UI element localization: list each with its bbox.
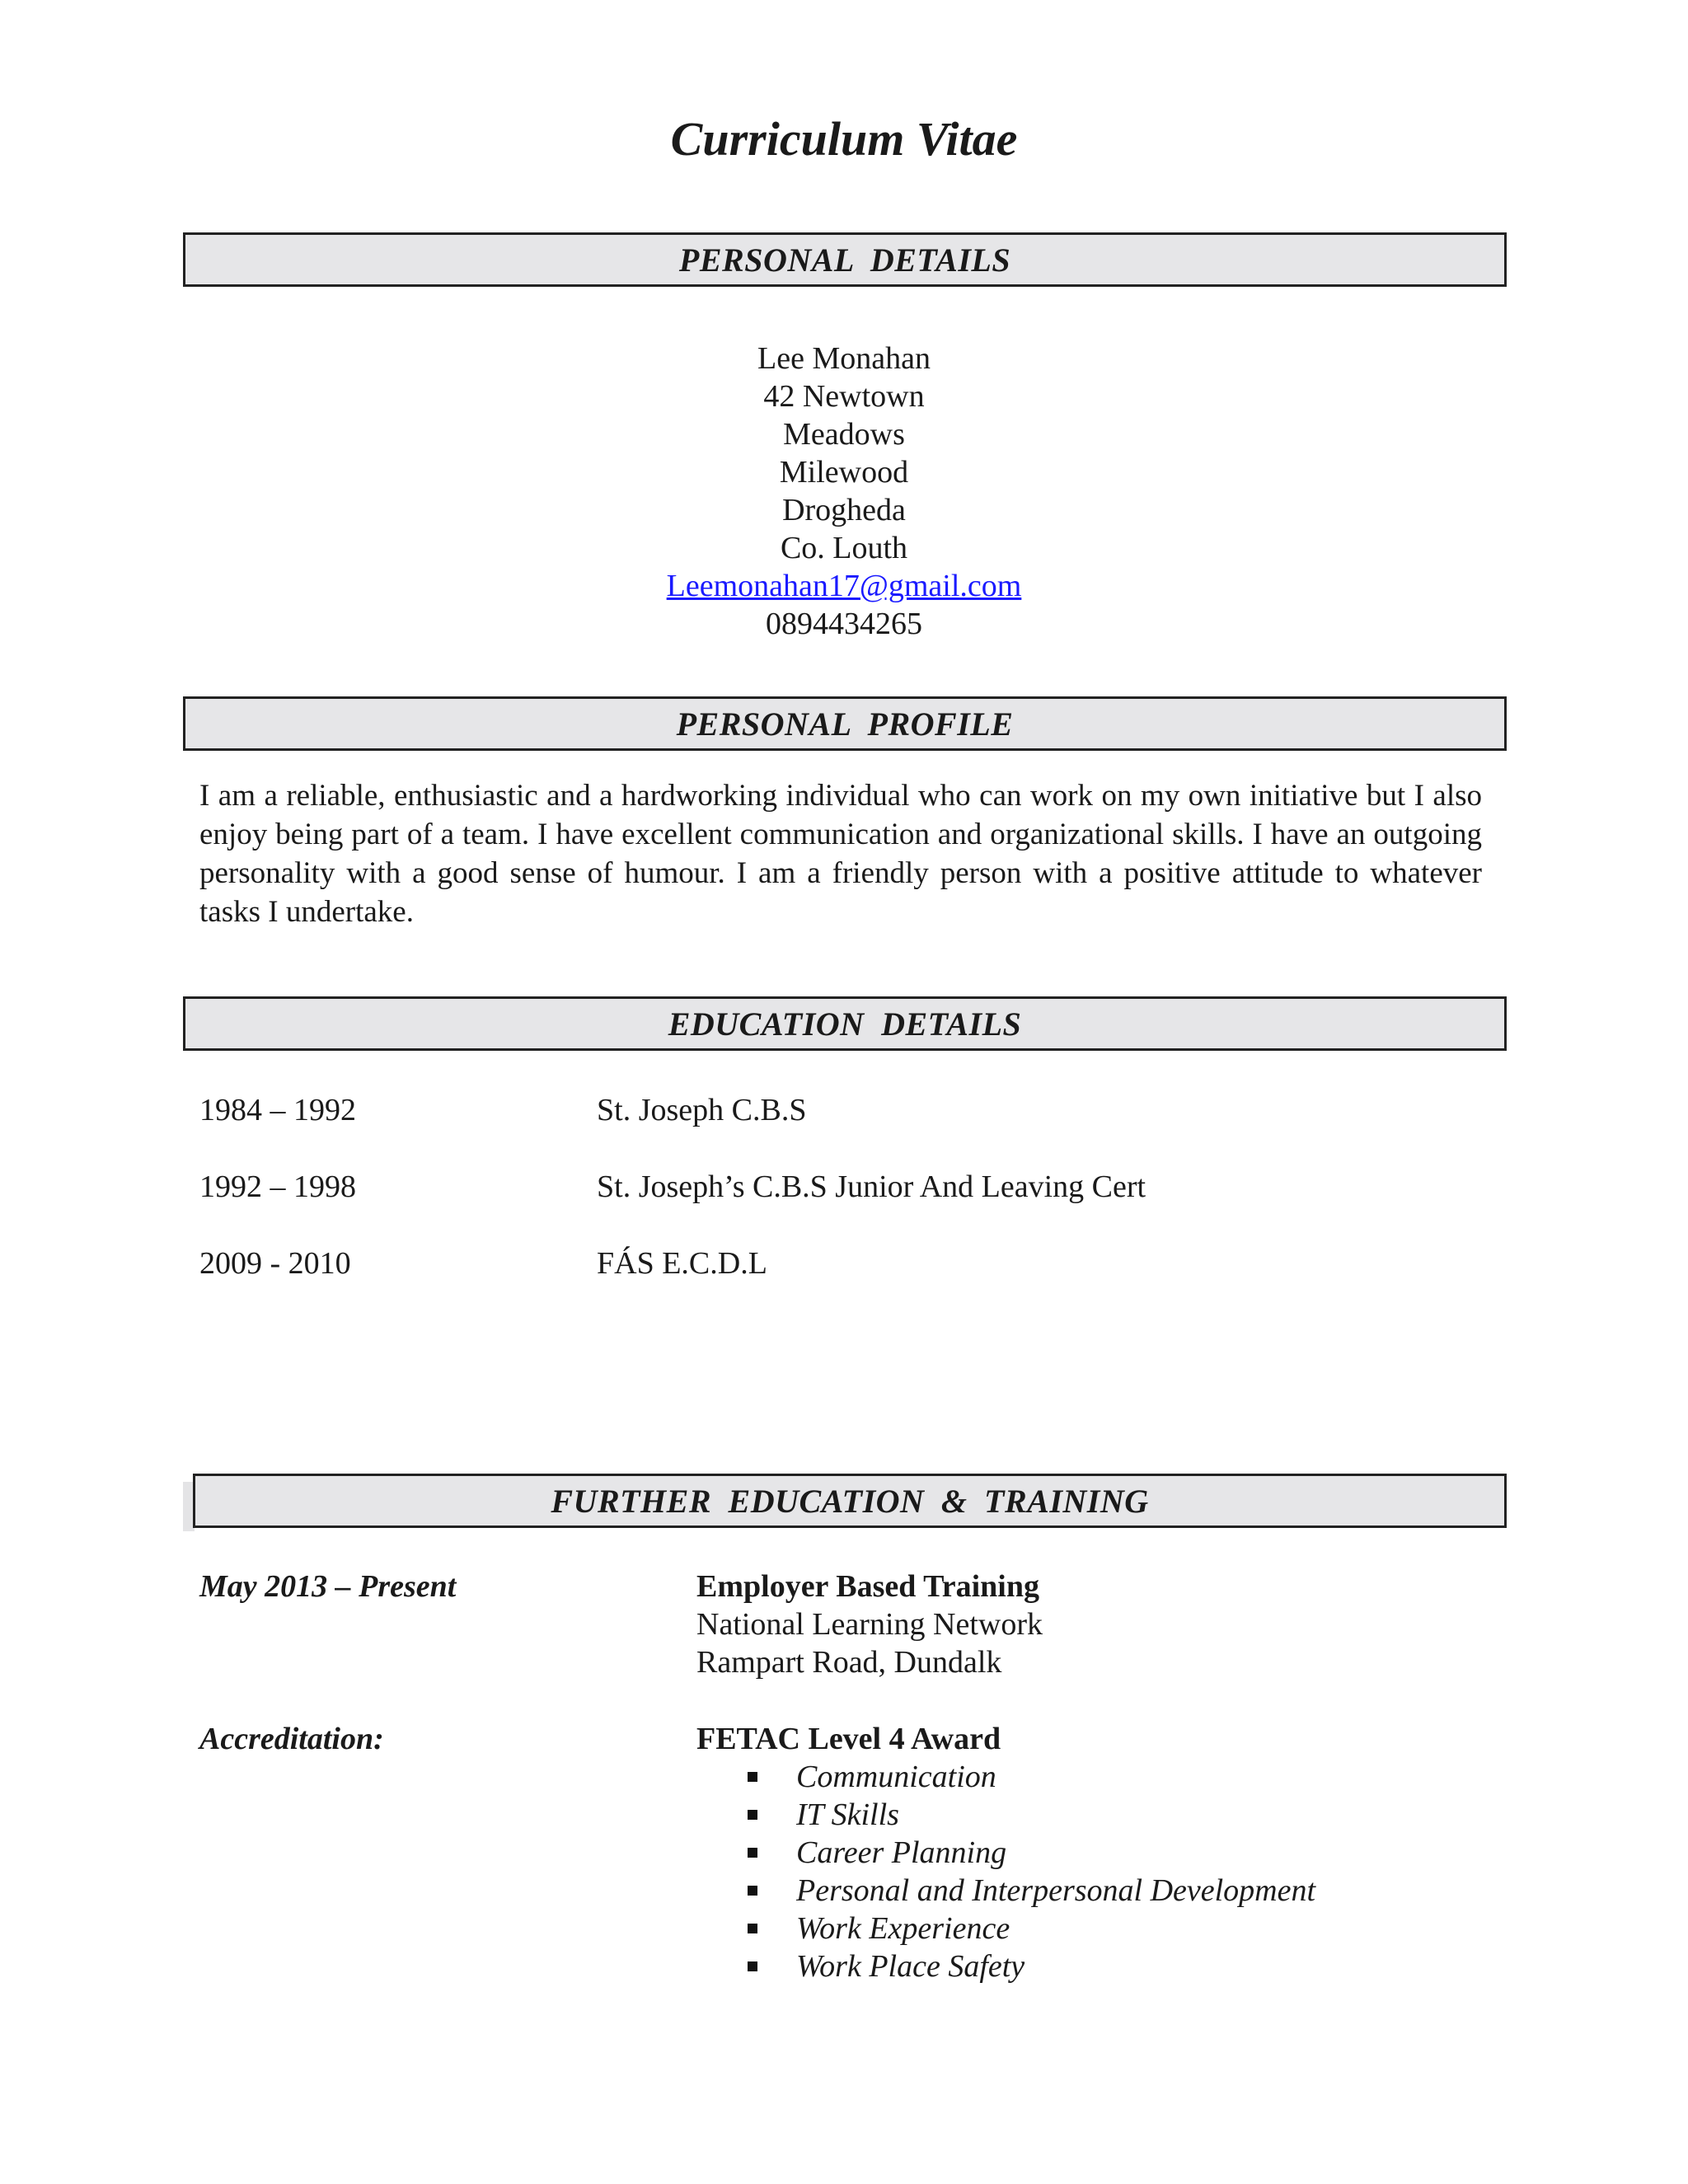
contact-name: Lee Monahan	[757, 341, 931, 376]
square-bullet-icon	[748, 1961, 757, 1971]
training-provider: National Learning Network	[696, 1607, 1043, 1642]
education-years: 1992 – 1998	[199, 1169, 356, 1204]
address-line: Meadows	[783, 417, 905, 452]
training-programme: Employer Based Training	[696, 1569, 1039, 1604]
address-line: Drogheda	[782, 493, 906, 527]
address-line: Milewood	[779, 455, 909, 490]
square-bullet-icon	[748, 1810, 757, 1820]
module-name: Career Planning	[796, 1835, 1007, 1870]
section-header-education-details	[183, 996, 1507, 1051]
education-school: St. Joseph C.B.S	[597, 1093, 807, 1127]
training-location: Rampart Road, Dundalk	[696, 1645, 1002, 1680]
square-bullet-icon	[748, 1924, 757, 1933]
address-line: 42 Newtown	[763, 379, 925, 414]
education-years: 1984 – 1992	[199, 1093, 356, 1127]
training-period: May 2013 – Present	[199, 1569, 457, 1604]
email-link[interactable]: Leemonahan17@gmail.com	[666, 569, 1022, 603]
education-school: St. Joseph’s C.B.S Junior And Leaving Cert	[597, 1169, 1146, 1204]
award-title: FETAC Level 4 Award	[696, 1722, 1001, 1756]
section-header-label: FURTHER EDUCATION & TRAINING	[551, 1482, 1149, 1520]
module-name: IT Skills	[796, 1797, 899, 1832]
profile-paragraph: I am a reliable, enthusiastic and a hardworking individual who can work on my own initiative but I also enjoy being part of a team. I have excellent communication and organizational skills. I have an outgoing personality with a good sense of humour. I am a friendly person with a positive attitude to whatever tasks I undertake.	[199, 779, 1482, 929]
section-header-label: PERSONAL DETAILS	[678, 241, 1011, 279]
square-bullet-icon	[748, 1886, 757, 1896]
list-item	[742, 1796, 1315, 1834]
list-item	[742, 1947, 1315, 1985]
square-bullet-icon	[748, 1772, 757, 1782]
accreditation-details	[696, 1720, 1001, 1758]
award-modules-list	[742, 1758, 1315, 1985]
education-years: 2009 - 2010	[199, 1246, 351, 1281]
education-school: FÁS E.C.D.L	[597, 1246, 767, 1281]
module-name: Work Experience	[796, 1911, 1010, 1946]
module-name: Work Place Safety	[796, 1949, 1025, 1984]
section-header-further-education	[193, 1474, 1507, 1528]
section-header-personal-profile	[183, 696, 1507, 751]
section-header-label: EDUCATION DETAILS	[668, 1005, 1022, 1043]
contact-block	[0, 340, 1688, 643]
contact-phone: 0894434265	[766, 607, 922, 641]
module-name: Communication	[796, 1760, 996, 1794]
module-name: Personal and Interpersonal Development	[796, 1873, 1316, 1908]
document-title: Curriculum Vitae	[670, 112, 1018, 166]
accreditation-label: Accreditation:	[199, 1722, 384, 1756]
list-item	[742, 1834, 1315, 1872]
training-details	[696, 1568, 1043, 1681]
address-line: Co. Louth	[780, 531, 908, 565]
list-item	[742, 1910, 1315, 1947]
square-bullet-icon	[748, 1848, 757, 1858]
list-item	[742, 1758, 1315, 1796]
section-header-personal-details	[183, 232, 1507, 287]
list-item	[742, 1872, 1315, 1910]
section-header-label: PERSONAL PROFILE	[676, 705, 1014, 743]
